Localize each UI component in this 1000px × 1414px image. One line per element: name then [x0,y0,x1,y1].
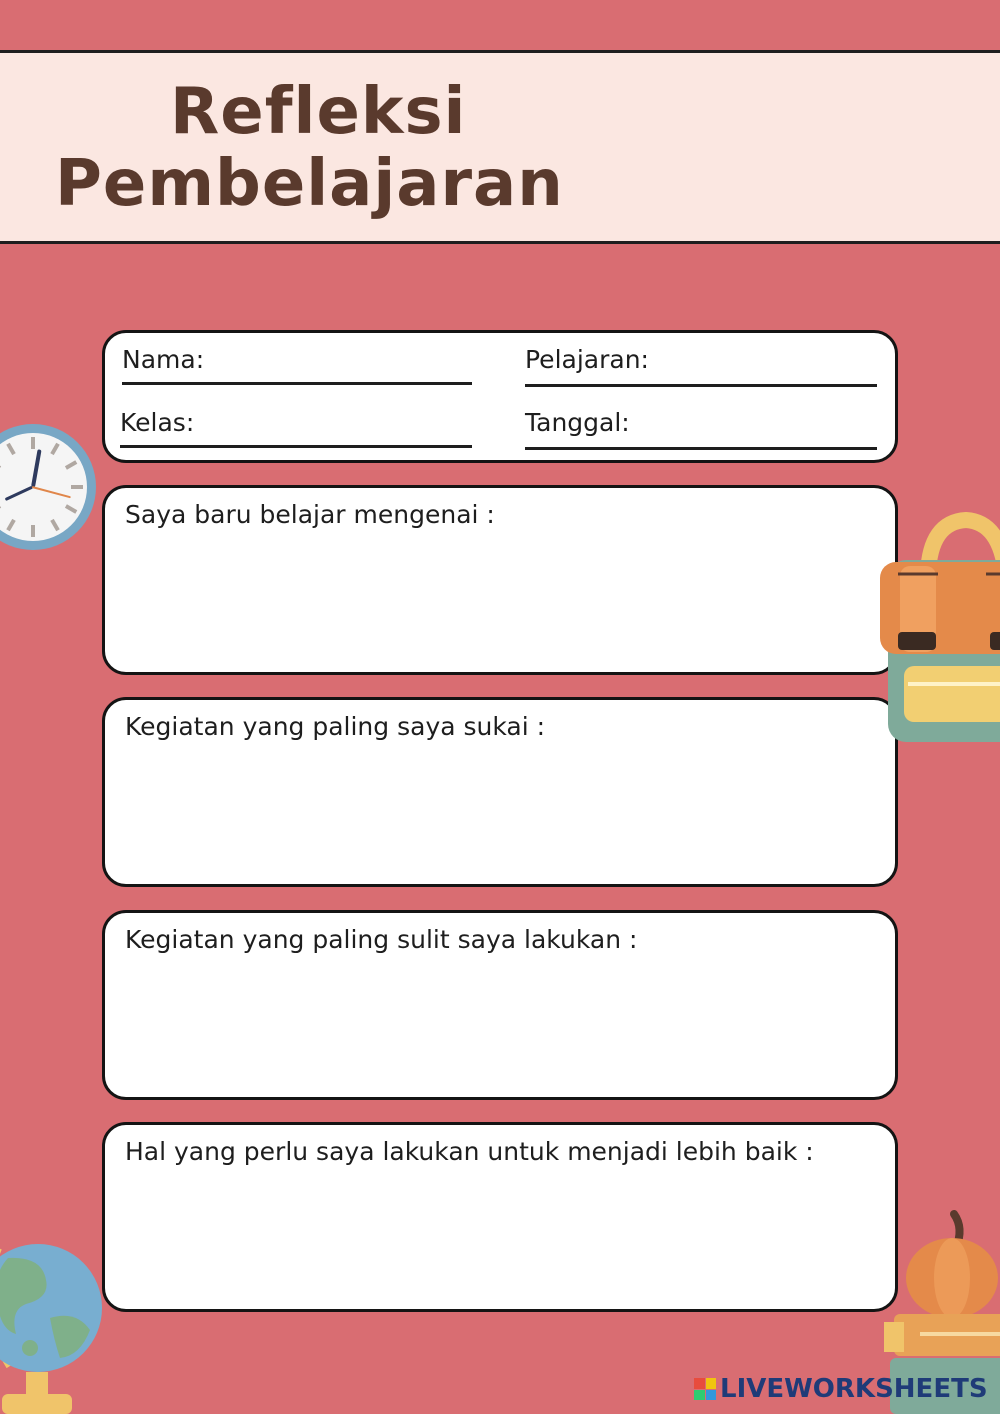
class-field[interactable] [120,408,472,452]
class-input-line[interactable] [120,445,472,448]
page-title-line-2: Pembelajaran [55,147,564,221]
date-field[interactable] [525,408,877,452]
prompt-card-learned[interactable] [102,485,898,675]
clock-icon [0,424,96,550]
name-input-line[interactable] [122,382,472,385]
subject-field[interactable] [525,345,877,389]
subject-input-line[interactable] [525,384,877,387]
subject-label: Pelajaran: [525,345,649,374]
prompt-improve-label: Hal yang perlu saya lakukan untuk menjadi lebih baik : [125,1137,814,1166]
prompt-card-difficult[interactable] [102,910,898,1100]
globe-icon [0,1238,110,1414]
date-input-line[interactable] [525,447,877,450]
liveworksheets-brand[interactable] [694,1374,988,1404]
backpack-icon [878,512,1000,744]
prompt-card-liked[interactable] [102,697,898,887]
prompt-difficult-label: Kegiatan yang paling sulit saya lakukan : [125,925,638,954]
identity-card [102,330,898,463]
prompt-liked-label: Kegiatan yang paling saya sukai : [125,712,546,741]
name-field[interactable] [122,345,472,389]
date-label: Tanggal: [525,408,630,437]
page-title-line-1: Refleksi [170,75,467,149]
prompt-card-improve[interactable] [102,1122,898,1312]
liveworksheets-logo-icon [694,1378,716,1400]
liveworksheets-wordmark: LIVEWORKSHEETS [720,1374,988,1404]
class-label: Kelas: [120,408,195,437]
prompt-learned-label: Saya baru belajar mengenai : [125,500,495,529]
name-label: Nama: [122,345,205,374]
